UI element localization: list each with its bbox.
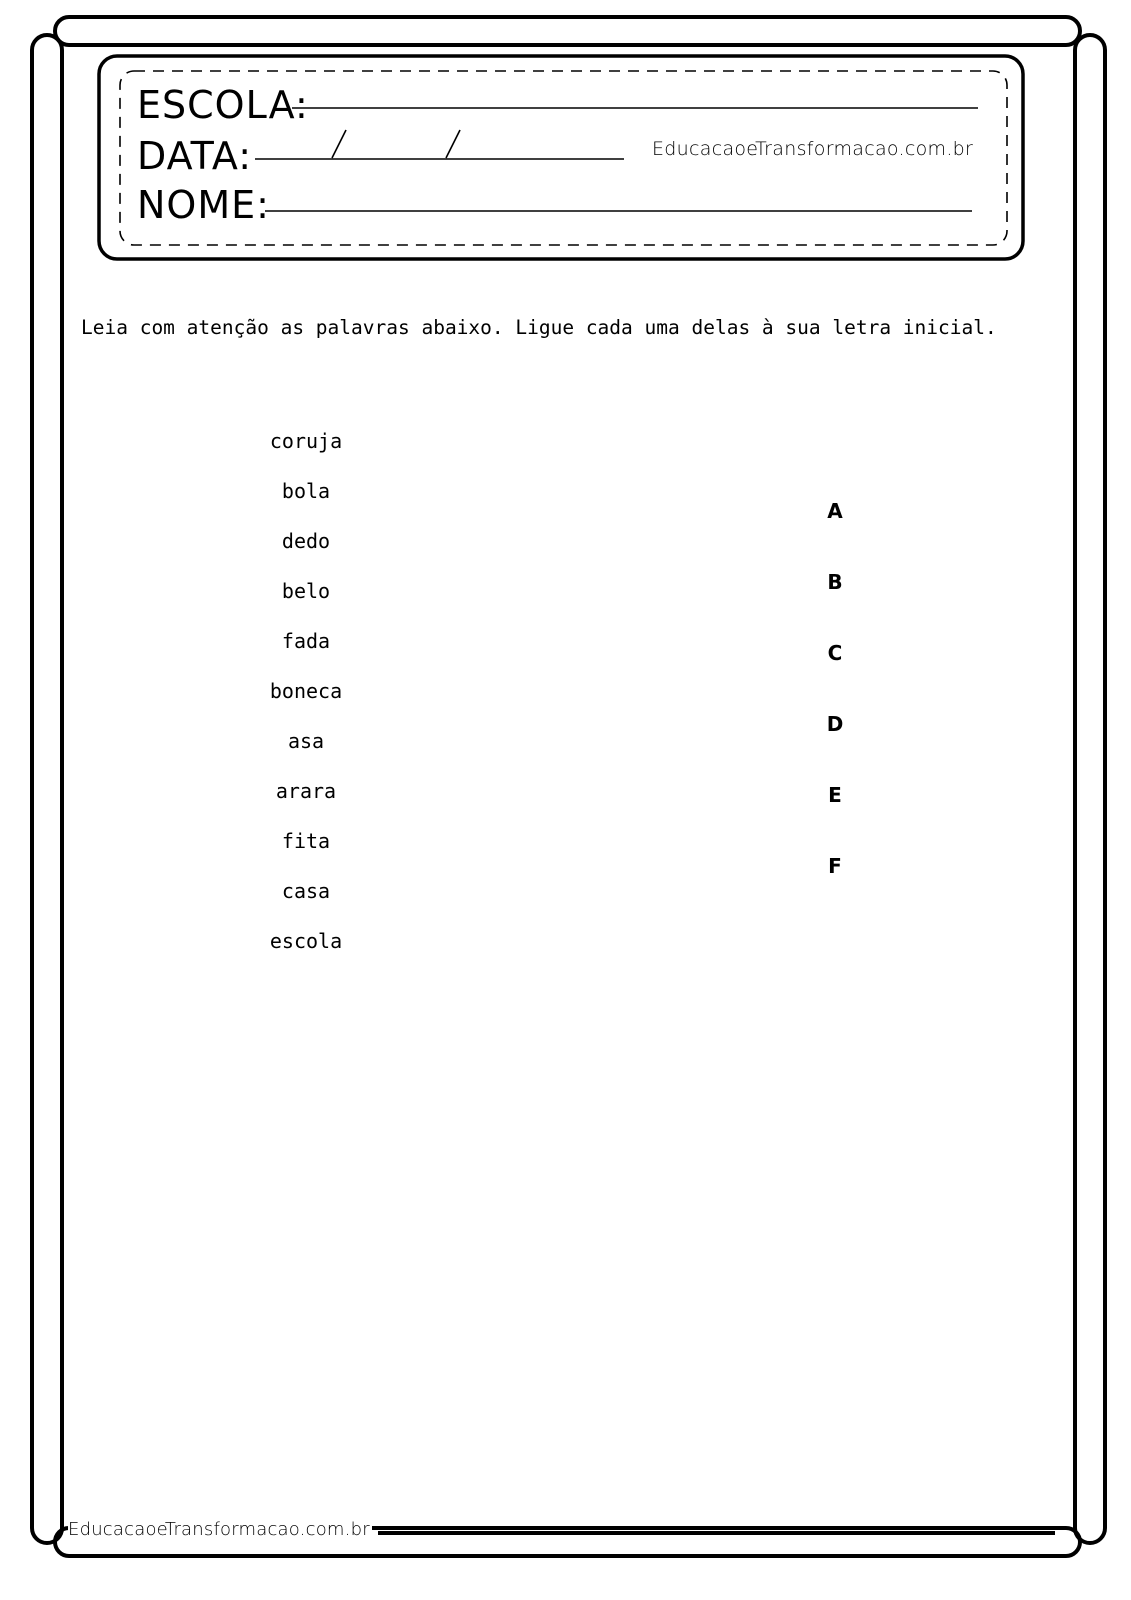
school-label: ESCOLA: bbox=[137, 83, 309, 127]
site-watermark-bottom: EducacaoeTransformacao.com.br bbox=[68, 1519, 370, 1540]
word-item: asa bbox=[287, 729, 325, 753]
letter-item: D bbox=[826, 712, 844, 736]
word-item: casa bbox=[281, 879, 331, 903]
word-item: boneca bbox=[269, 679, 343, 703]
word-item: fita bbox=[281, 829, 331, 853]
name-label: NOME: bbox=[137, 183, 270, 227]
site-watermark-top: EducacaoeTransformacao.com.br bbox=[652, 138, 974, 160]
word-item: dedo bbox=[281, 529, 331, 553]
instruction-text: Leia com atenção as palavras abaixo. Ligue cada uma delas à sua letra inicial. bbox=[81, 316, 997, 339]
word-item: belo bbox=[281, 579, 331, 603]
word-item: escola bbox=[269, 929, 343, 953]
letter-list bbox=[810, 496, 860, 922]
word-item: arara bbox=[275, 779, 337, 803]
word-item: bola bbox=[281, 479, 331, 503]
word-item: coruja bbox=[269, 429, 343, 453]
letter-item: E bbox=[828, 783, 842, 807]
letter-item: F bbox=[828, 854, 842, 878]
letter-item: C bbox=[827, 641, 843, 665]
word-list bbox=[206, 426, 406, 976]
date-label: DATA: bbox=[137, 134, 253, 178]
letter-item: A bbox=[827, 499, 843, 523]
word-item: fada bbox=[281, 629, 331, 653]
letter-item: B bbox=[827, 570, 843, 594]
